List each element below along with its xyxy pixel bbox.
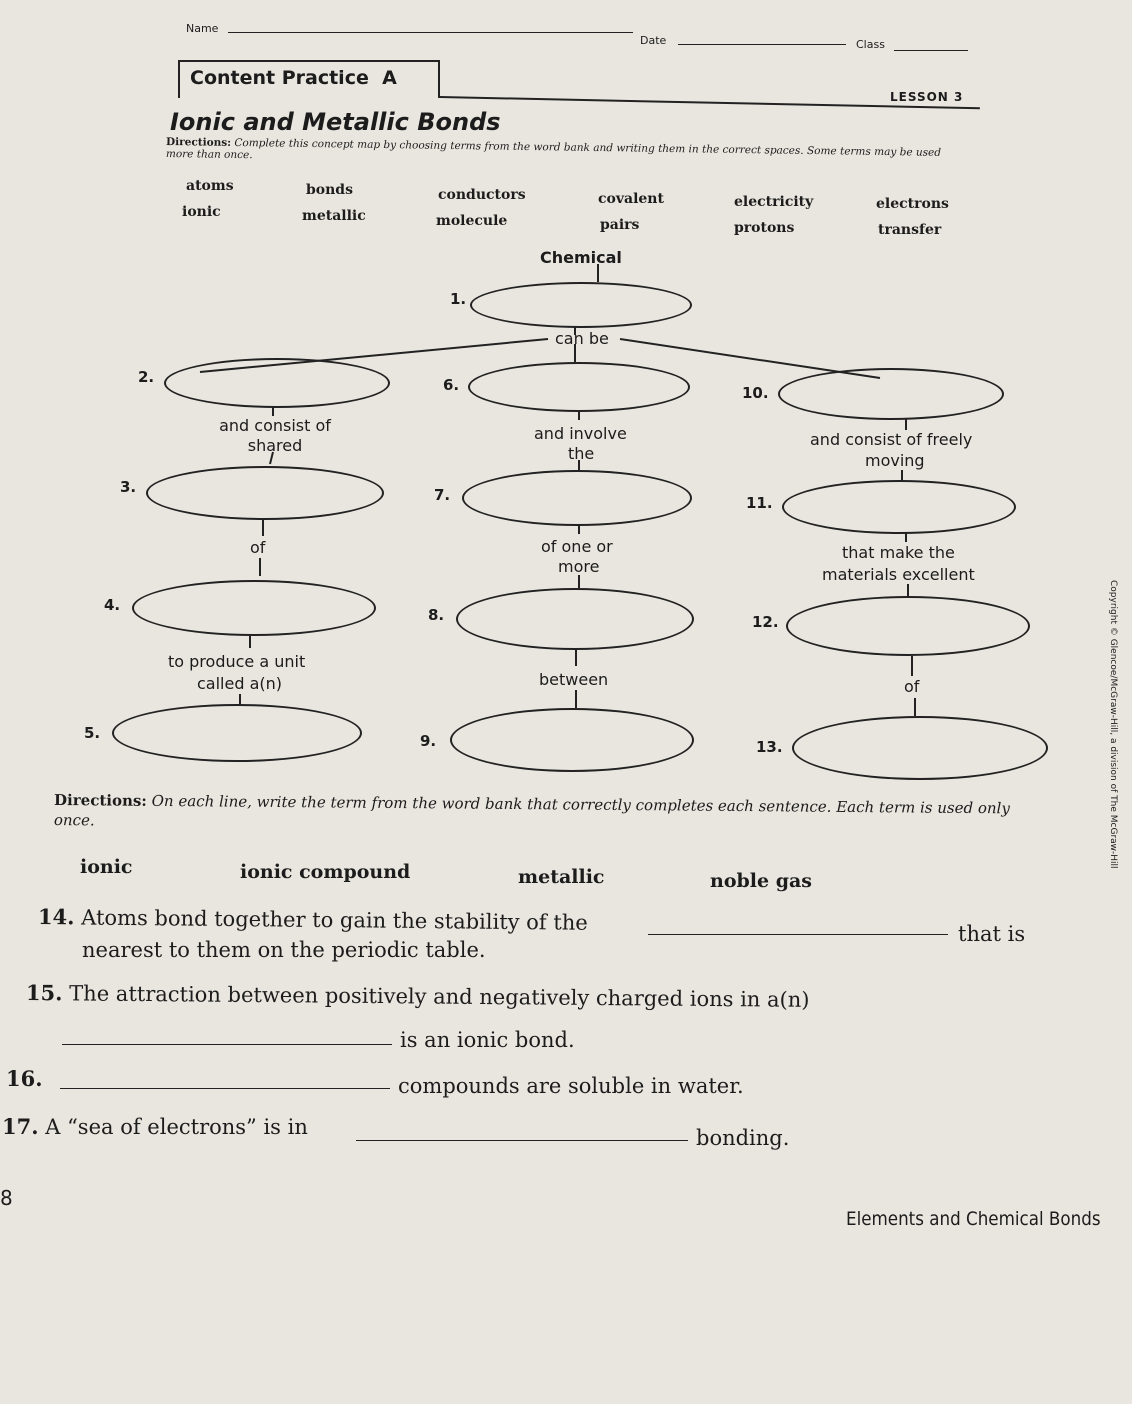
word2-noble-gas: noble gas [710,870,812,892]
book-title: Elements and Chemical Bonds [846,1208,1101,1230]
oval-12[interactable] [786,596,1030,656]
oval-8[interactable] [456,588,694,650]
num-5: 5. [84,724,101,742]
page-title: Ionic and Metallic Bonds [170,108,501,136]
q16-answer-line[interactable] [60,1088,390,1089]
q15-text-a: The attraction between positively and negatively charged ions in a(n) [69,981,810,1012]
word2-ionic-compound: ionic compound [240,861,411,883]
directions-1-text: Complete this concept map by choosing terms from the word bank and writing them in the correct spaces. Some terms may be used more than once. [165,136,942,162]
col1-produce-1: to produce a unit [168,652,306,671]
oval-10[interactable] [778,368,1004,420]
q16-text: compounds are soluble in water. [398,1074,744,1098]
q14-line1 [38,904,588,935]
col1-of: of [250,538,266,557]
num-7: 7. [434,486,451,504]
q14-text-b: that is [958,922,1026,946]
word2-metallic: metallic [518,866,605,888]
map-top-chemical: Chemical [540,248,622,267]
q14-text-a: Atoms bond together to gain the stability of the [81,905,588,935]
num-8: 8. [428,606,445,624]
oval-9[interactable] [450,708,694,772]
oval-6[interactable] [468,362,690,412]
oval-3[interactable] [146,466,384,520]
directions-2-bold: Directions: [54,791,147,810]
word-bonds: bonds [306,182,353,198]
oval-2[interactable] [164,358,390,408]
q14-text-c: nearest to them on the periodic table. [82,938,486,962]
word-conductors: conductors [438,187,526,203]
num-6: 6. [443,376,460,394]
lesson-label: LESSON 3 [890,90,964,104]
num-11: 11. [746,494,773,512]
name-label: Name [186,22,219,35]
map-can-be: can be [555,329,609,348]
q17-text-b: bonding. [696,1126,790,1150]
word-pairs: pairs [600,217,640,233]
word-electrons: electrons [876,196,949,212]
word-metallic: metallic [302,208,366,224]
col3-excellent-2: materials excellent [822,565,975,584]
word-transfer: transfer [878,222,942,238]
q15-answer-line[interactable] [62,1044,392,1045]
num-10: 10. [742,384,769,402]
oval-13[interactable] [792,716,1048,780]
q14-answer-line[interactable] [648,934,948,935]
oval-11[interactable] [782,480,1016,534]
q17-line1 [2,1114,308,1139]
q15-line1 [26,980,810,1012]
q15-number: 15. [25,980,63,1006]
col2-involve-2: the [568,444,595,463]
word-atoms: atoms [186,178,234,194]
word-molecule: molecule [436,213,508,229]
num-13: 13. [756,738,783,756]
col2-one-more-2: more [558,557,600,576]
oval-7[interactable] [462,470,692,526]
q16-number: 16. [6,1066,43,1091]
directions-1-bold: Directions: [166,136,232,149]
date-label: Date [640,34,667,47]
page-number: 8 [0,1186,13,1210]
col3-freely-2: moving [865,451,925,470]
col2-one-more-1: of one or [541,537,613,556]
col1-consist-text: and consist of shared [219,416,331,455]
oval-1[interactable] [470,282,692,328]
col1-consist [210,416,340,456]
num-4: 4. [104,596,121,614]
q17-number: 17. [2,1114,39,1139]
num-2: 2. [138,368,155,386]
q14-number: 14. [37,904,75,930]
col3-of: of [904,677,920,696]
num-9: 9. [420,732,437,750]
class-label: Class [856,38,885,51]
num-12: 12. [752,613,779,631]
col1-produce-2: called a(n) [197,674,283,693]
col3-freely-1: and consist of freely [810,430,973,449]
word2-ionic: ionic [80,856,133,878]
num-1: 1. [450,290,467,308]
copyright-notice: Copyright © Glencoe/McGraw-Hill, a division of The McGraw-Hill [1108,580,1118,869]
oval-4[interactable] [132,580,376,636]
word-covalent: covalent [598,191,664,207]
word-protons: protons [734,220,795,236]
col3-excellent-1: that make the [842,543,955,562]
directions-2 [54,790,1014,838]
word-ionic: ionic [182,204,221,220]
col2-involve-1: and involve [534,424,627,443]
directions-2-text: On each line, write the term from the word bank that correctly completes each sentence. Each term is used only once. [53,791,1010,830]
oval-5[interactable] [112,704,362,762]
q17-text-a: A “sea of electrons” is in [45,1115,308,1139]
q17-answer-line[interactable] [356,1140,688,1141]
tab-title: Content Practice A [190,67,397,89]
q15-text-b: is an ionic bond. [400,1028,575,1052]
word-electricity: electricity [734,194,814,210]
col2-between: between [539,670,609,689]
num-3: 3. [120,478,137,496]
